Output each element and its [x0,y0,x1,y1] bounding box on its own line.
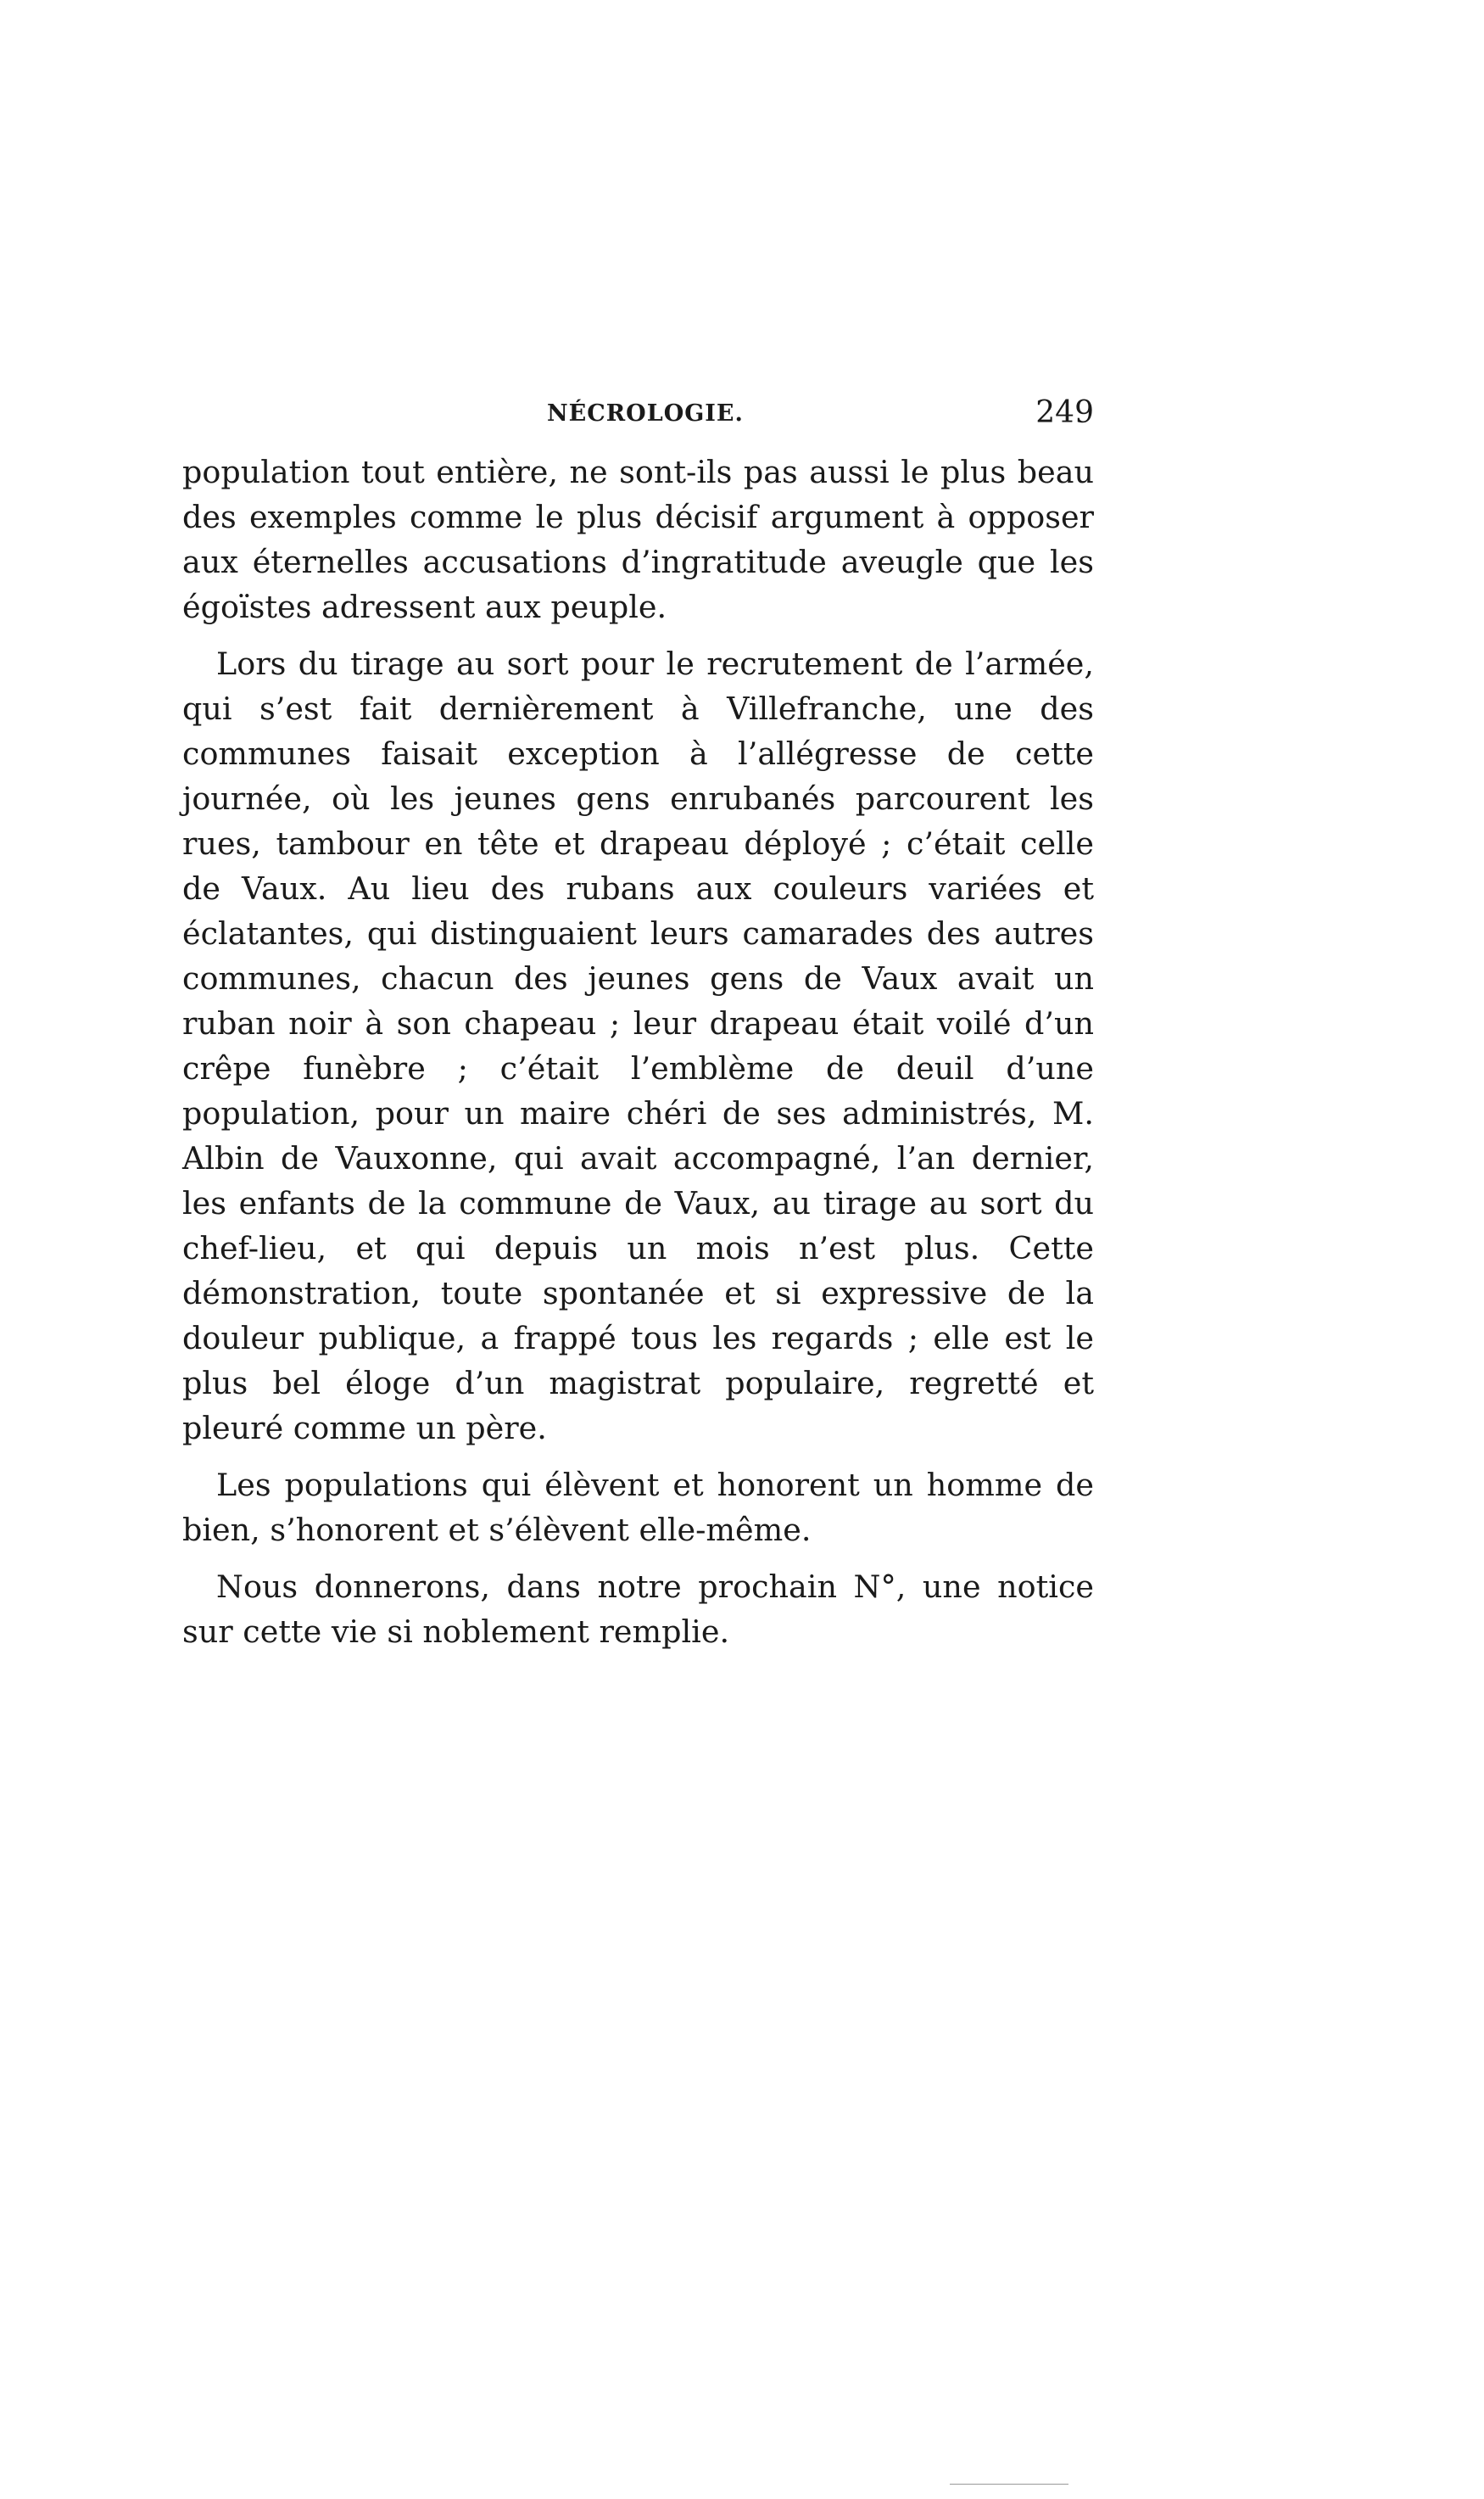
body-text [182,450,1094,1666]
page-number: 249 [1035,395,1094,430]
paragraph-2: Lors du tirage au sort pour le recrutement de l’armée, qui s’est fait dernièrement à Villefranche, une des communes faisait exception à l’allégresse de cette journée, où les jeunes gens enrubanés parcourent les rues, tambour en tête et drapeau déployé ; c’était celle de Vaux. Au lieu des rubans aux couleurs variées et éclatantes, qui distinguaient leurs camarades des autres communes, chacun des jeunes gens de Vaux avait un ruban noir à son chapeau ; leur drapeau était voilé d’un crêpe funèbre ; c’était l’emblème de deuil d’une population, pour un maire chéri de ses administrés, M. Albin de Vauxonne, qui avait accompagné, l’an dernier, les enfants de la commune de Vaux, au tirage au sort du chef-lieu, et qui depuis un mois n’est plus. Cette démonstration, toute spontanée et si expressive de la douleur publique, a frappé tous les regards ; elle est le plus bel éloge d’un magistrat populaire, regretté et pleuré comme un père. [182,646,1094,1446]
running-title: NÉCROLOGIE. [547,400,744,427]
paragraph-4: Nous donnerons, dans notre prochain N°, une notice sur cette vie si noblement remplie. [182,1568,1094,1650]
paragraph-3: Les populations qui élèvent et honorent un homme de bien, s’honorent et s’élèvent elle-même. [182,1467,1094,1548]
running-head [182,395,1094,433]
paragraph-1: population tout entière, ne sont-ils pas aussi le plus beau des exemples comme le plus décisif argument à opposer aux éternelles accusations d’ingratitude aveugle que les égoïstes adressent aux peuple. [182,454,1094,625]
footer-rule [950,2484,1068,2485]
